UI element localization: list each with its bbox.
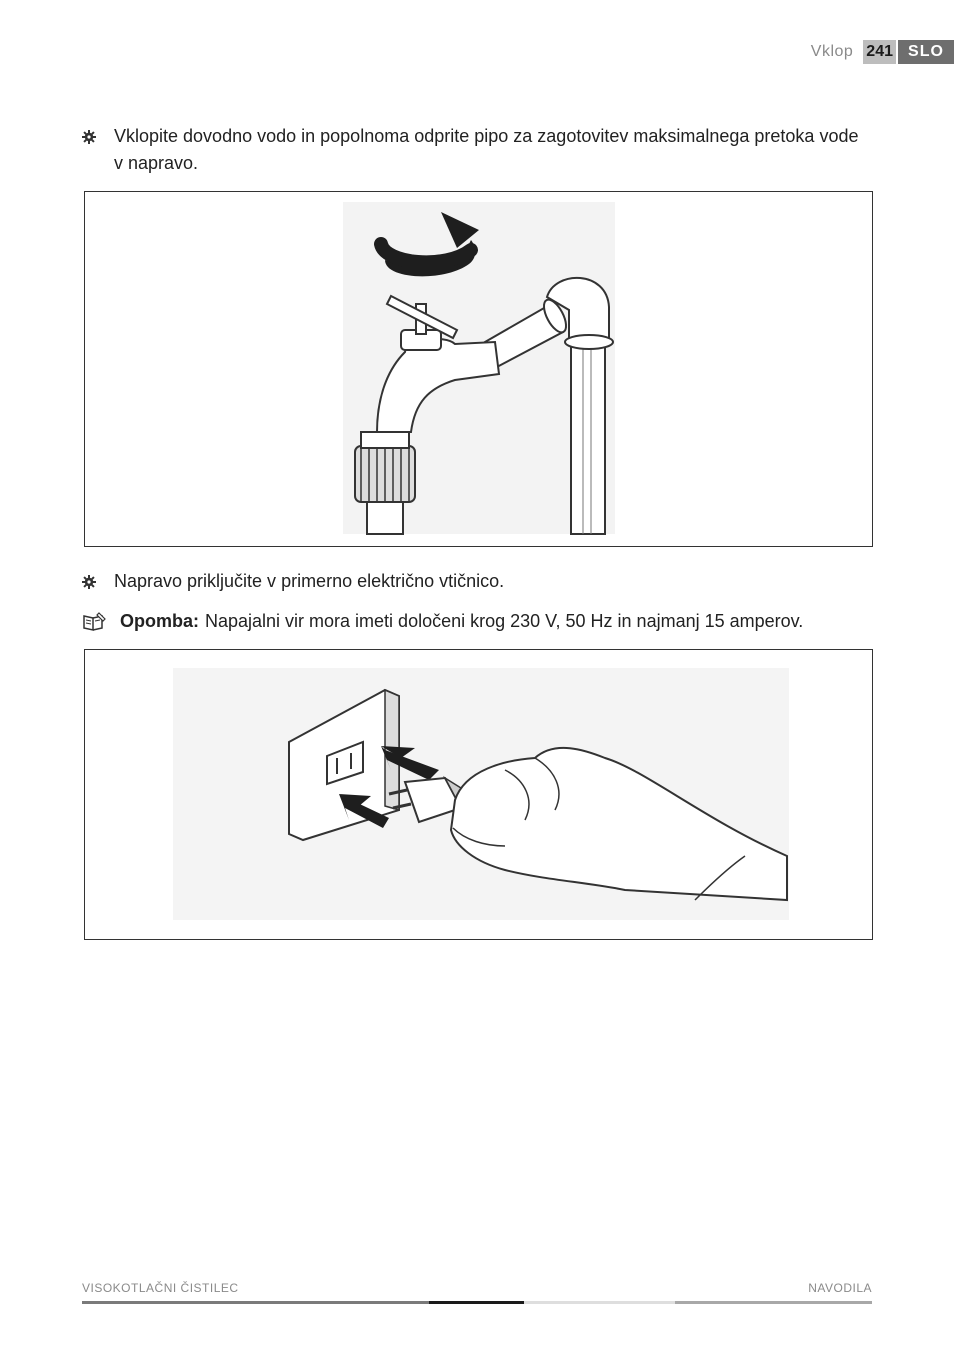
footer-product-name: VISOKOTLAČNI ČISTILEC bbox=[82, 1281, 239, 1295]
footer-document-type: NAVODILA bbox=[808, 1281, 872, 1295]
header-page-number: 241 bbox=[863, 40, 896, 64]
note-text: Napajalni vir mora imeti določeni krog 230 V, 50 Hz in najmanj 15 amperov. bbox=[205, 611, 804, 631]
footer-bar-segment bbox=[675, 1301, 872, 1304]
footer-bar-segment bbox=[524, 1301, 675, 1304]
step-text: Vklopite dovodno vodo in popolnoma odprite pipo za zagotovitev maksimalnega pretoka vode v napravo. bbox=[114, 126, 859, 173]
note-body bbox=[120, 608, 803, 635]
gear-bullet-icon bbox=[82, 568, 114, 595]
figure-power-plug bbox=[84, 649, 873, 940]
footer-divider bbox=[82, 1301, 872, 1304]
footer-bar-segment bbox=[82, 1301, 429, 1304]
note-label: Opomba: bbox=[120, 611, 199, 631]
step-item bbox=[82, 123, 872, 177]
step-item bbox=[82, 568, 872, 595]
header-language-tag: SLO bbox=[898, 40, 954, 64]
note bbox=[82, 608, 872, 635]
power-plug-illustration bbox=[85, 650, 872, 939]
gear-bullet-icon bbox=[82, 123, 114, 177]
step-text: Napravo priključite v primerno električno vtičnico. bbox=[114, 571, 505, 591]
footer-bar-segment bbox=[429, 1301, 524, 1304]
header-section-title: Vklop bbox=[810, 43, 854, 60]
water-tap-illustration bbox=[85, 192, 872, 546]
figure-water-tap bbox=[84, 191, 873, 547]
open-book-note-icon bbox=[82, 612, 120, 632]
page-header bbox=[811, 40, 954, 64]
